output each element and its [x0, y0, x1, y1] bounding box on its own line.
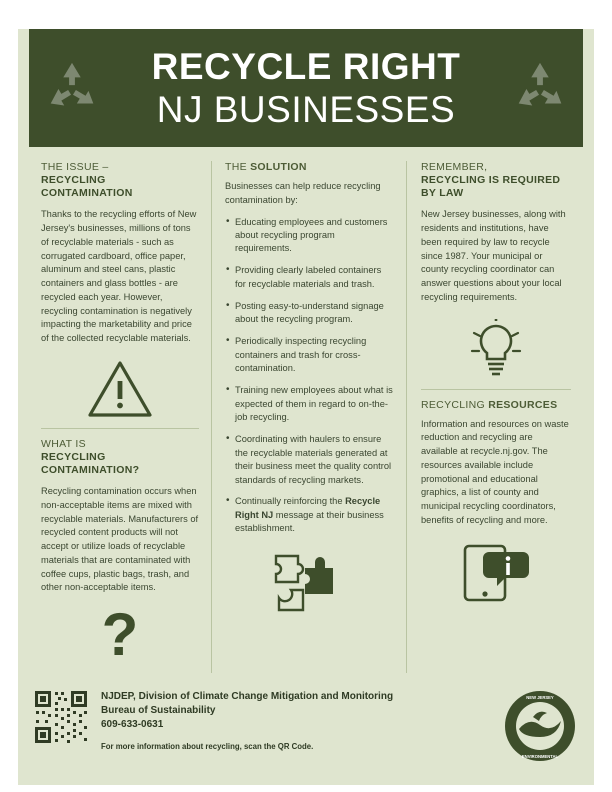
svg-text:NEW JERSEY: NEW JERSEY [526, 695, 554, 700]
question-mark-icon: ? [101, 601, 139, 668]
footer-phone: 609-633-0631 [101, 719, 164, 730]
solution-kicker [225, 161, 393, 173]
column-left [29, 161, 211, 673]
poster-title [152, 48, 461, 128]
solution-kicker-plain: THE [225, 161, 251, 173]
puzzle-pieces-icon [225, 550, 393, 616]
poster-frame [18, 29, 594, 785]
list-item: • Training new employees about what is expected of them in regard to on-the-job recycling. [225, 384, 393, 424]
remember-kicker: REMEMBER, [421, 161, 488, 173]
resources-kicker-bold: RESOURCES [488, 398, 558, 411]
section-what-is [41, 437, 199, 668]
footer-text-block [101, 685, 503, 751]
footer-agency: NJDEP, Division of Climate Change Mitigation and Monitoring [101, 691, 394, 702]
section-resources [421, 399, 571, 606]
svg-text:ENVIRONMENTAL: ENVIRONMENTAL [521, 754, 559, 759]
poster-footer [29, 685, 583, 777]
poster-body [29, 161, 583, 673]
column-middle [211, 161, 407, 673]
solution-intro: Businesses can help reduce recycling contamination by: [225, 181, 381, 205]
resources-kicker [421, 399, 571, 411]
left-divider [41, 428, 199, 429]
recycle-arrows-icon [41, 57, 103, 119]
nj-dep-seal-icon [503, 689, 577, 763]
title-line-2: NJ BUSINESSES [156, 89, 456, 130]
footer-bureau: Bureau of Sustainability [101, 705, 216, 716]
resources-body: Information and resources on waste reduction and recycling are available at recycle.nj.gov. The resources available include promotional and educational graphics, a list of county and municipal recycling coordinators, benefits of recycling and more. [421, 418, 569, 525]
issue-body: Thanks to the recycling efforts of New Jersey's businesses, millions of tons of recyclable materials - such as corrugated cardboard, office paper, aluminum and steel cans, plastic containers and glass bottles - are recycled each year. However, recycling contamination is negatively impacting the marketability and price of the collected recyclable materials. [41, 209, 197, 343]
issue-kicker: THE ISSUE – [41, 161, 109, 173]
solution-kicker-bold: SOLUTION [250, 161, 307, 173]
right-divider [421, 389, 571, 390]
list-item: • Coordinating with haulers to ensure the recyclable materials generated at their business meet the quality control standards of recycling markets. [225, 433, 393, 487]
warning-triangle-icon [41, 360, 199, 418]
recycle-arrows-icon [509, 57, 571, 119]
list-item-recycle-right [225, 495, 393, 535]
remember-heading: RECYCLING IS REQUIRED BY LAW [421, 174, 561, 200]
list-item: • Providing clearly labeled containers for recyclable materials and trash. [225, 264, 393, 291]
poster-header [29, 29, 583, 147]
what-is-body: Recycling contamination occurs when non-acceptable items are mixed with recyclable materials. Manufacturers of recycled content products will not accept or utilize loads of recyclable materials that are contaminated with coffee cups, plastic bags, trash, and other non-acceptable items. [41, 486, 199, 593]
lightbulb-icon [421, 319, 571, 381]
solution-bullet-list [225, 216, 393, 536]
section-remember [421, 161, 571, 381]
bullet-bold: Recycle Right NJ [235, 496, 381, 520]
section-the-issue [41, 161, 199, 418]
qr-code-icon[interactable] [33, 689, 89, 745]
list-item: • Periodically inspecting recycling containers and trash for cross-contamination. [225, 335, 393, 375]
tablet-info-icon [421, 542, 571, 606]
what-is-kicker: WHAT IS [41, 437, 86, 450]
bullet-post: message at their business establishment. [235, 509, 384, 534]
list-item: • Educating employees and customers about recycling program requirements. [225, 216, 393, 256]
issue-heading: RECYCLING CONTAMINATION [41, 174, 133, 200]
column-right [407, 161, 583, 673]
title-line-1: RECYCLE RIGHT [151, 46, 461, 87]
resources-kicker-plain: RECYCLING [421, 398, 489, 411]
bullet-pre: Continually reinforcing the [235, 496, 346, 507]
footer-note: For more information about recycling, scan the QR Code. [101, 742, 314, 751]
remember-body: New Jersey businesses, along with residents and institutions, have been required by law to recycle since 1987. Your municipal or county recycling coordinator can answer questions about your local recycling requirements. [421, 209, 566, 302]
what-is-heading: RECYCLING CONTAMINATION? [41, 450, 140, 476]
list-item: • Posting easy-to-understand signage about the recycling program. [225, 300, 393, 327]
